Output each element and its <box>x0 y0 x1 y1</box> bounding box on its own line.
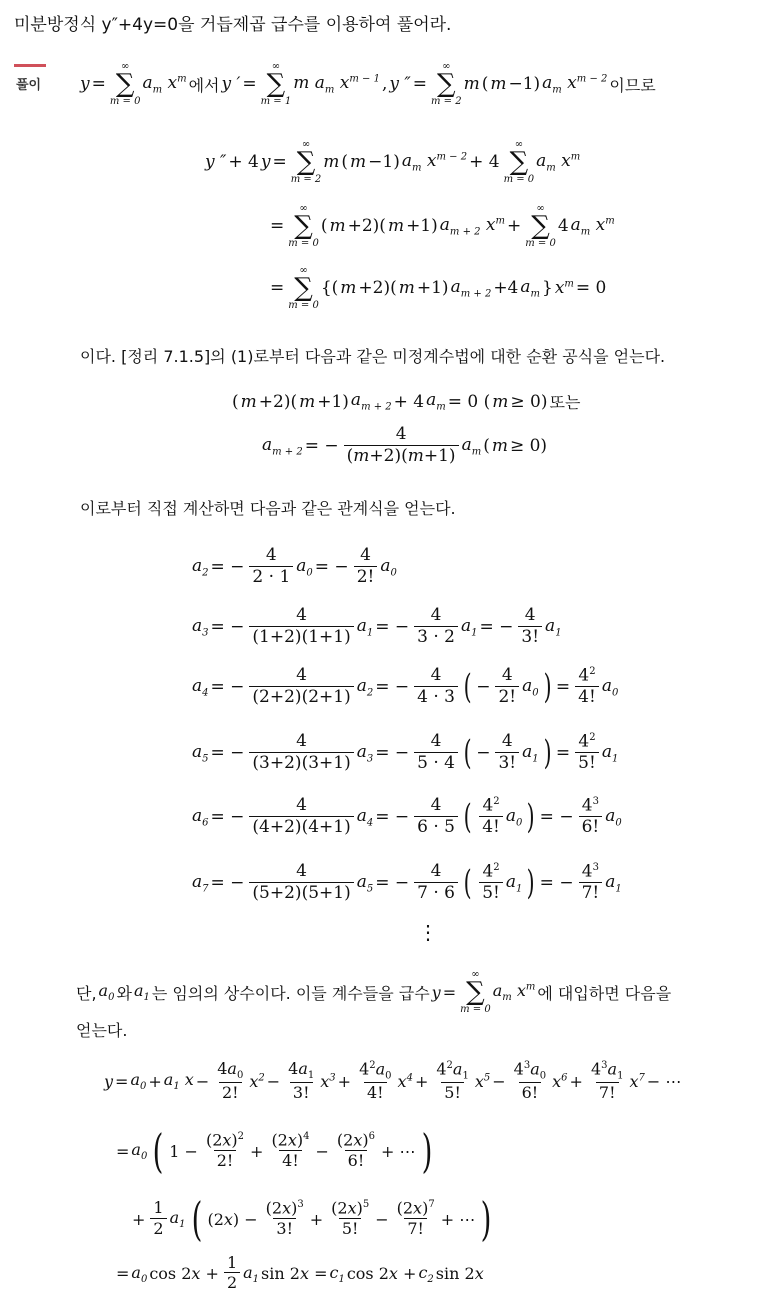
coefficient-a6: $a_6$ = − $\frac{4}{(4+2)(4+1)}$ $a_4$ = − $\frac{4}{6 \cdot 5}$ ( $\frac{4^2}{4!}$ $a_0$ ) = − $\frac{4^3}{6!}$ $a_0$ <box>192 795 622 838</box>
solution-label: 풀이 <box>16 78 42 93</box>
series-definition-line: y = ∞ ∑ m = 0 $a_m$ $x^m$ 에서 y ′ = ∞ ∑ m = 1 m $a_m$ $x^{m - 1}$ , y ″ = ∞ ∑ m = 2 m ( m −1) $a_m$ $x^{m - 2}$ 이므로 <box>80 61 656 107</box>
or-text: 또는 <box>549 393 581 412</box>
substitution-line-3: = ∞ ∑ m = 0 {( m +2)( m +1) $a_{m + 2}$ +4 $a_m$ } $x^m$ = 0 <box>270 265 607 311</box>
vertical-ellipsis: ⋮ <box>418 920 438 944</box>
substitution-line-2: = ∞ ∑ m = 0 ( m +2)( m +1) $a_{m + 2}$ $x^m$ + ∞ ∑ m = 0 4 $a_m$ $x^m$ <box>270 203 615 249</box>
coefficient-a2: $a_2$ = − $\frac{4}{2 \cdot 1}$ $a_0$ = − $\frac{4}{2!}$ $a_0$ <box>192 545 397 587</box>
recurrence-formula: $a_{m + 2}$ = − $\frac{4}{(m+2)(m+1)}$ $a_m$ ( m ≥ 0) <box>262 424 548 466</box>
final-text-b: 와 <box>116 983 132 1003</box>
coefficient-a4: $a_4$ = − $\frac{4}{(2+2)(2+1)}$ $a_2$ = − $\frac{4}{4 \cdot 3}$ ( − $\frac{4}{2!}$ $a_0$ ) = $\frac{4^2}{4!}$ $a_0$ <box>192 665 619 708</box>
final-paragraph-line-1: 단, $a_0$ 와 $a_1$ 는 임의의 상수이다. 이들 계수들을 급수 y = ∞ ∑ m = 0 $a_m$ $x^m$ 에 대입하면 다음을 <box>76 969 672 1015</box>
relation-intro-text: 이로부터 직접 계산하면 다음과 같은 관계식을 얻는다. <box>80 499 456 518</box>
final-text-d: 에 대입하면 다음을 <box>537 983 672 1003</box>
series-expansion-line-1: y = $a_0$ + $a_1$ x − $\frac{4a_0}{2!}$ $x^2$ − $\frac{4a_1}{3!}$ $x^3$ + $\frac{4^2a_0}{4!}$ $x^4$ + $\frac{4^2a_1}{5!}$ $x^5$ − $\frac{4^3a_0}{6!}$ $x^6$ + $\frac{4^3a_1}{7!}$ $x^7$ − ⋯ <box>104 1059 682 1103</box>
connector-text-end: 이므로 <box>609 75 656 95</box>
coefficient-a7: $a_7$ = − $\frac{4}{(5+2)(5+1)}$ $a_5$ = − $\frac{4}{7 \cdot 6}$ ( $\frac{4^2}{5!}$ $a_1$ ) = − $\frac{4^3}{7!}$ $a_1$ <box>192 861 622 904</box>
series-expansion-line-2: = $a_0$ ( 1 − $\frac{(2x)^2}{2!}$ + $\frac{(2x)^4}{4!}$ − $\frac{(2x)^6}{6!}$ + ⋯ ) <box>116 1124 432 1178</box>
recurrence-equation: ( m +2)( m +1) $a_{m + 2}$ + 4 $a_m$ = 0 ( m ≥ 0) 또는 <box>232 390 581 413</box>
final-paragraph-line-2: 얻는다. <box>76 1021 128 1040</box>
final-text-c: 는 임의의 상수이다. 이들 계수들을 급수 <box>151 983 430 1003</box>
substitution-line-1: y ″ + 4 y = ∞ ∑ m = 2 m ( m −1) $a_m$ $x^{m - 2}$ + 4 ∞ ∑ m = 0 $a_m$ $x^m$ <box>205 139 581 185</box>
coefficient-a5: $a_5$ = − $\frac{4}{(3+2)(3+1)}$ $a_3$ = − $\frac{4}{5 \cdot 4}$ ( − $\frac{4}{3!}$ $a_1$ ) = $\frac{4^2}{5!}$ $a_1$ <box>192 731 619 774</box>
series-expansion-line-4: = $a_0$ cos 2x + $\frac{1}{2}$ $a_1$ sin 2x = $c_1$ cos 2x + $c_2$ sin 2x <box>116 1253 484 1293</box>
connector-text: 에서 <box>188 75 220 95</box>
recurrence-intro-text: 이다. [정리 7.1.5]의 (1)로부터 다음과 같은 미정계수법에 대한 순환 공식을 얻는다. <box>80 347 666 366</box>
coefficient-a3: $a_3$ = − $\frac{4}{(1+2)(1+1)}$ $a_1$ = − $\frac{4}{3 \cdot 2}$ $a_1$ = − $\frac{4}{3!}$ $a_1$ <box>192 605 562 647</box>
problem-statement: 미분방정식 y″+4y=0을 거듭제곱 급수를 이용하여 풀어라. <box>14 15 452 35</box>
final-text-a: 단, <box>76 983 97 1003</box>
series-expansion-line-3: + $\frac{1}{2}$ $a_1$ ( (2x) − $\frac{(2x)^3}{3!}$ + $\frac{(2x)^5}{5!}$ − $\frac{(2x)^7}{7!}$ + ⋯ ) <box>132 1192 492 1246</box>
solution-label-bar <box>14 64 46 67</box>
